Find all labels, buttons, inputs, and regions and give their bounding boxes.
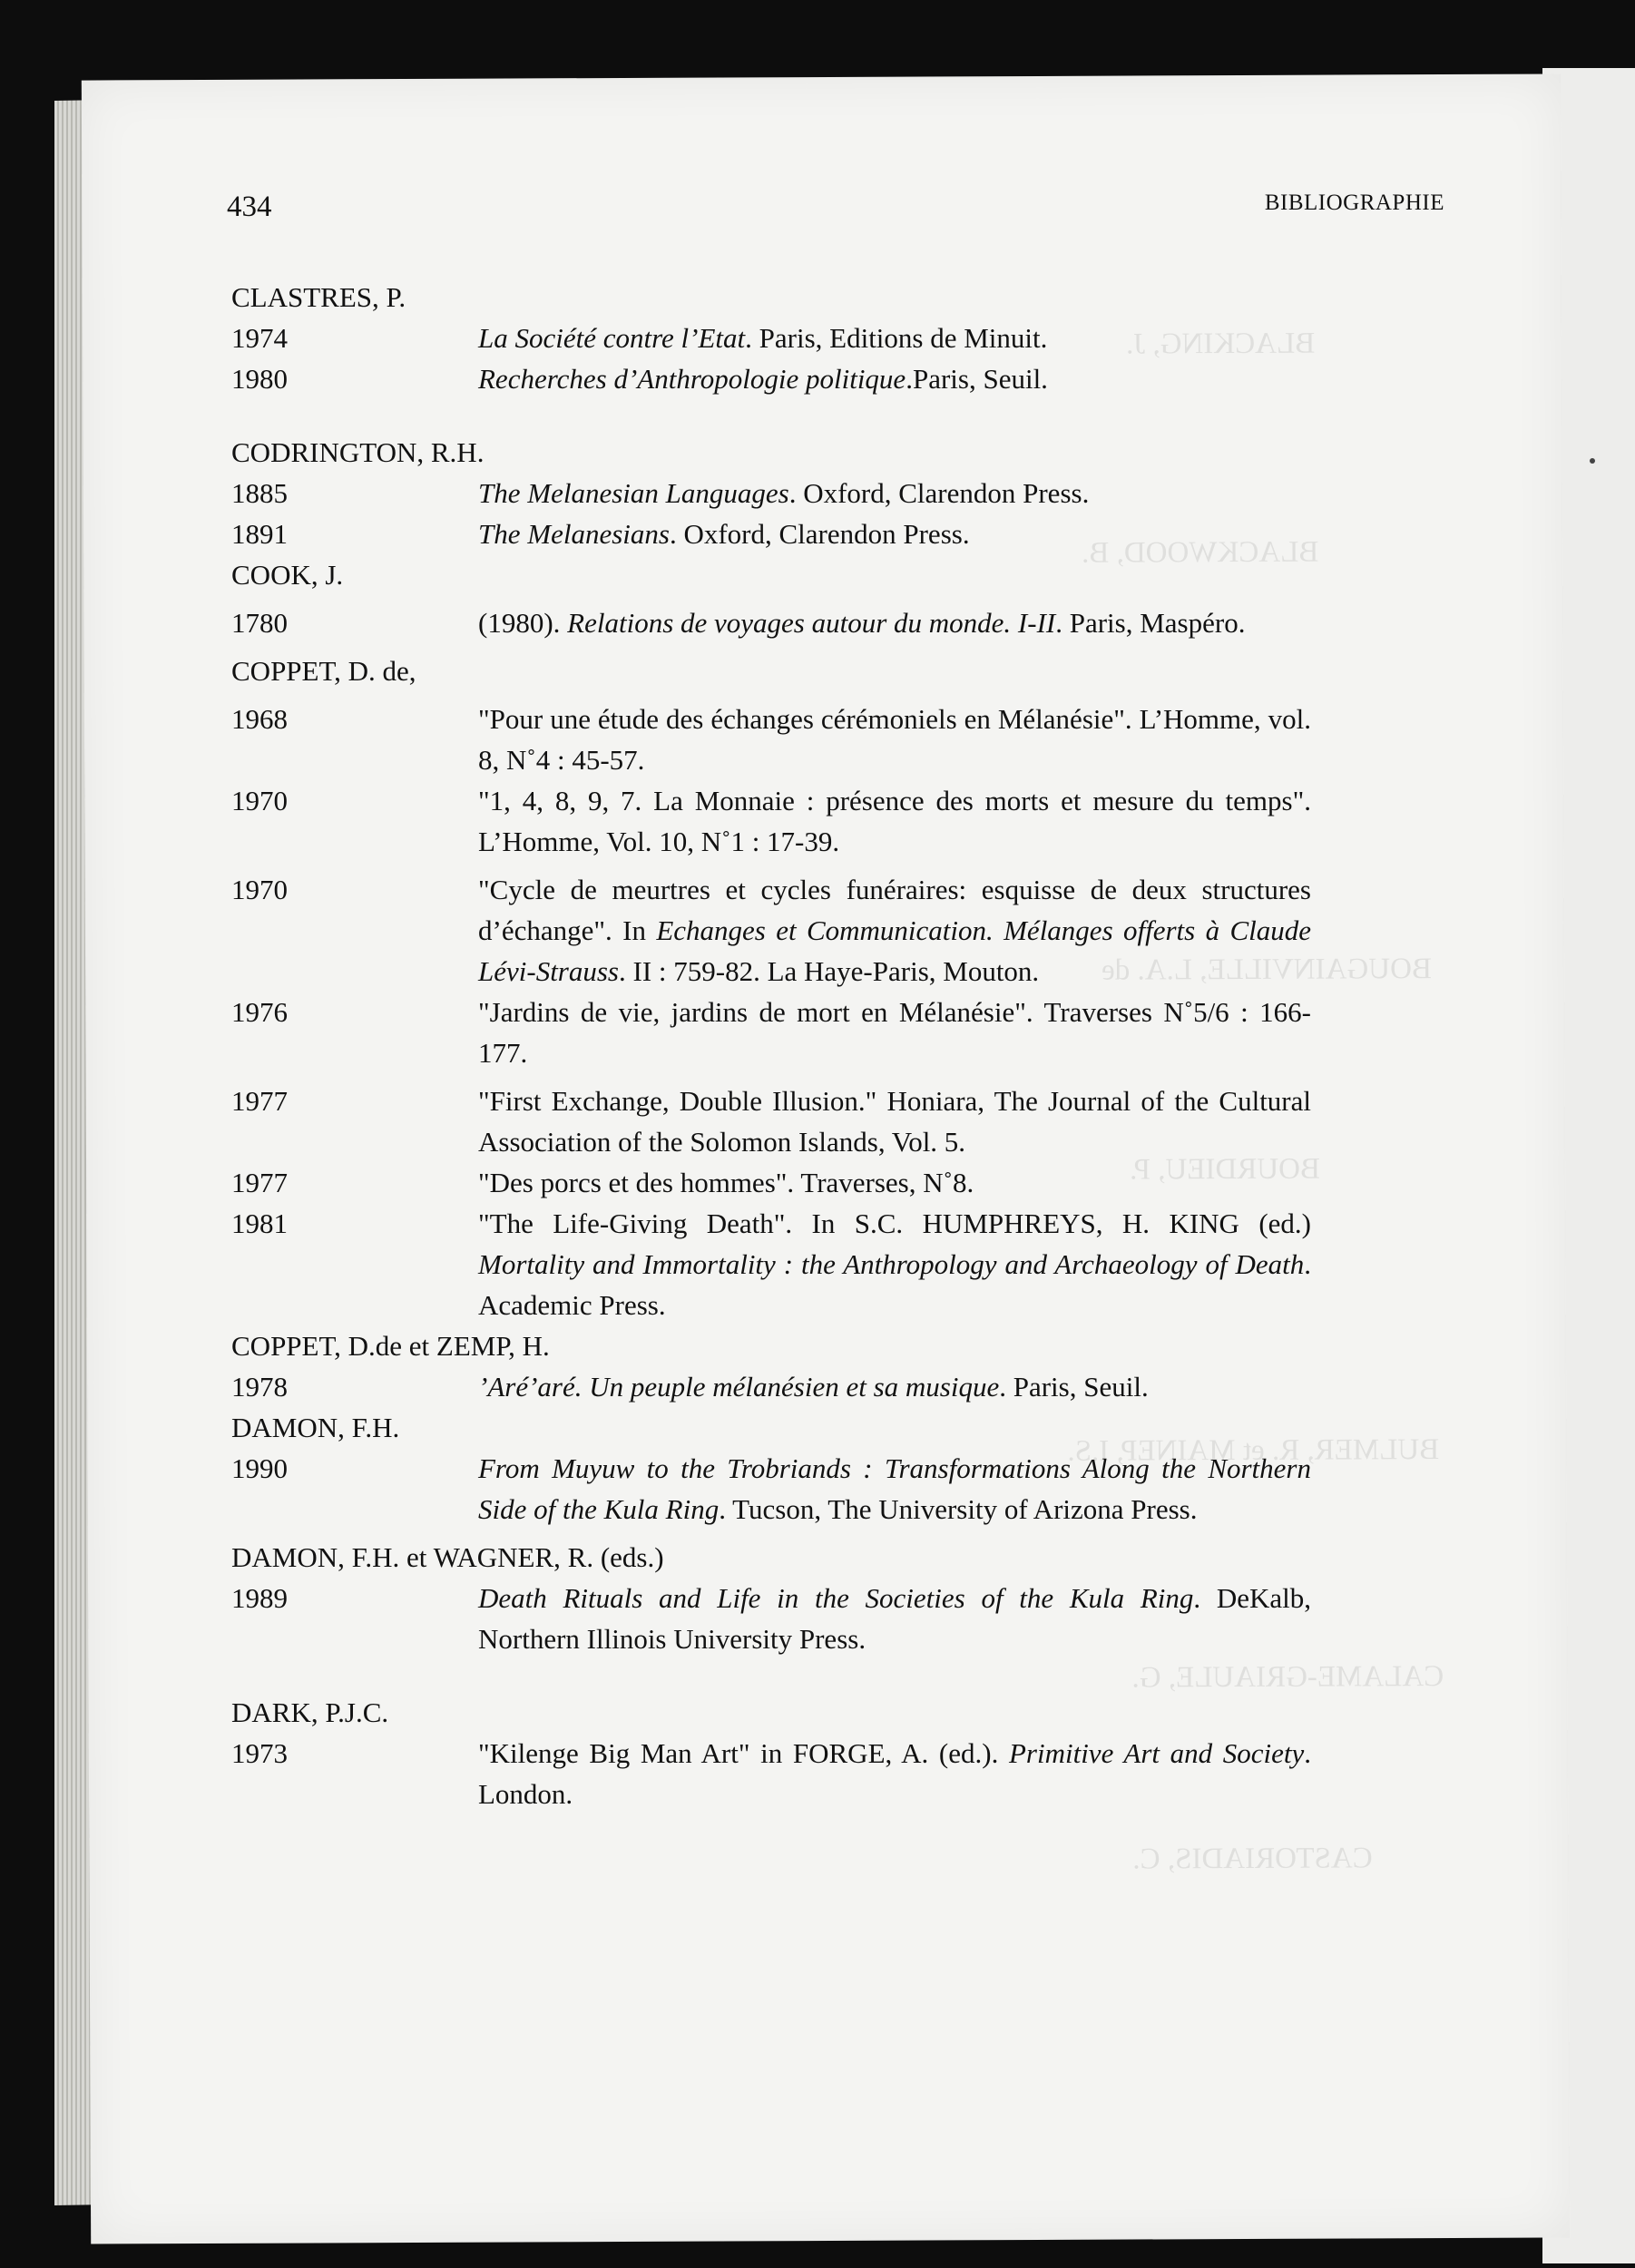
reference-title: Mortality and Immortality : the Anthropology and Archaeology of Death <box>478 1248 1305 1280</box>
reference-year: 1976 <box>231 996 288 1028</box>
reference-title: The Melanesians <box>478 518 670 550</box>
reference-year: 1973 <box>231 1737 288 1769</box>
reference-entry <box>231 358 1311 399</box>
author-heading: CLASTRES, P. <box>231 281 406 313</box>
show-through-text: BLACKWOOD, B. <box>1082 535 1319 570</box>
reference-entry <box>231 992 1311 1073</box>
reference-text <box>478 1203 1311 1325</box>
reference-entry <box>231 869 1311 992</box>
reference-publisher: . Tucson, The University of Arizona Press. <box>719 1493 1198 1525</box>
running-title: BIBLIOGRAPHIE <box>1264 191 1444 215</box>
reference-entry <box>231 1080 1311 1162</box>
reference-text: "Pour une étude des échanges cérémoniels en Mélanésie". L’Homme, vol. 8, N˚4 : 45-57. <box>478 703 1311 776</box>
reference-text: "1, 4, 8, 9, 7. La Monnaie : présence des morts et mesure du temps". L’Homme, Vol. 10, N˚1 : 17-39. <box>478 785 1311 857</box>
scan-dust-speck <box>1590 458 1595 464</box>
reference-entry <box>231 699 1311 780</box>
reference-prefix: (1980). <box>478 607 568 639</box>
bibliography-list <box>231 277 1311 1814</box>
reference-entry <box>231 513 1311 554</box>
reference-text <box>478 358 1311 399</box>
reference-title: From Muyuw to the Trobriands : Transformations Along the Northern Side of the Kula Ring <box>478 1452 1311 1525</box>
reference-entry <box>231 318 1311 358</box>
reference-title: Relations de voyages autour du monde. I-II <box>567 607 1056 639</box>
show-through-text: BOURDIEU, P. <box>1129 1152 1321 1187</box>
reference-title: ’Aré’aré. Un peuple mélanésien et sa musique <box>478 1371 1000 1403</box>
reference-publisher: . II : 759-82. La Haye-Paris, Mouton. <box>619 955 1040 987</box>
reference-year: 1989 <box>231 1582 288 1614</box>
author-heading: DARK, P.J.C. <box>231 1696 389 1728</box>
page-number: 434 <box>227 191 272 223</box>
reference-text <box>478 1366 1311 1407</box>
reference-entry <box>231 1733 1311 1814</box>
reference-entry <box>231 602 1311 643</box>
reference-year: 1978 <box>231 1371 288 1403</box>
reference-text <box>478 1448 1311 1530</box>
reference-entry <box>231 1203 1311 1325</box>
reference-publisher: . Oxford, Clarendon Press. <box>669 518 970 550</box>
reference-publisher: . Paris, Editions de Minuit. <box>745 322 1048 354</box>
reference-entry <box>231 1162 1311 1203</box>
author-heading: DAMON, F.H. <box>231 1412 400 1443</box>
reference-prefix: "The Life-Giving Death". In S.C. HUMPHREYS, H. KING (ed.) <box>478 1207 1311 1239</box>
reference-title: Primitive Art and Society <box>1008 1737 1305 1769</box>
reference-text <box>478 473 1311 513</box>
reference-year: 1990 <box>231 1452 288 1484</box>
reference-text: "Jardins de vie, jardins de mort en Mélanésie". Traverses N˚5/6 : 166-177. <box>478 996 1311 1069</box>
reference-publisher: . Paris, Seuil. <box>999 1371 1149 1403</box>
reference-prefix: "Cycle de meurtres et cycles funéraires: esquisse de deux structures d’échange". In <box>478 874 1311 946</box>
author-heading: COPPET, D.de et ZEMP, H. <box>231 1330 550 1362</box>
reference-publisher: . London. <box>478 1737 1311 1810</box>
reference-title: The Melanesian Languages <box>478 477 789 509</box>
reference-publisher: . Academic Press. <box>478 1248 1311 1321</box>
reference-entry <box>231 780 1311 862</box>
reference-publisher: .Paris, Seuil. <box>906 363 1048 395</box>
reference-year: 1891 <box>231 518 288 550</box>
reference-title: Recherches d’Anthropologie politique <box>478 363 906 395</box>
reference-text <box>478 513 1311 554</box>
reference-publisher: . Paris, Maspéro. <box>1055 607 1246 639</box>
reference-publisher: . DeKalb, Northern Illinois University Press. <box>478 1582 1312 1655</box>
show-through-text: BULMER, R. et MAINEP, I.S. <box>1067 1433 1440 1468</box>
reference-year: 1885 <box>231 477 288 509</box>
reference-text <box>478 1578 1311 1659</box>
reference-entry <box>231 1578 1311 1659</box>
reference-prefix: "Kilenge Big Man Art" in FORGE, A. (ed.). <box>478 1737 1009 1769</box>
author-heading: DAMON, F.H. et WAGNER, R. (eds.) <box>231 1541 664 1573</box>
reference-text <box>478 602 1311 643</box>
reference-text: "First Exchange, Double Illusion." Honiara, The Journal of the Cultural Association of the Solomon Islands, Vol. 5. <box>478 1085 1311 1158</box>
show-through-text: CASTORIADIS, C. <box>1132 1842 1373 1876</box>
reference-title: La Société contre l’Etat <box>478 322 746 354</box>
reference-text: "Des porcs et des hommes". Traverses, N˚8. <box>478 1167 974 1198</box>
reference-year: 1974 <box>231 322 288 354</box>
author-heading: COPPET, D. de, <box>231 655 416 687</box>
author-heading: CODRINGTON, R.H. <box>231 436 485 468</box>
show-through-text: BOUGAINVILLE, L.A. de <box>1101 953 1433 987</box>
reference-year: 1970 <box>231 785 288 816</box>
show-through-text: CALAME-GRIAULE, G. <box>1131 1660 1444 1695</box>
reference-entry <box>231 1448 1311 1530</box>
reference-entry <box>231 473 1311 513</box>
reference-text <box>478 869 1311 992</box>
reference-publisher: . Oxford, Clarendon Press. <box>788 477 1090 509</box>
reference-entry <box>231 1366 1311 1407</box>
show-through-text: BLACKING, J. <box>1126 327 1316 361</box>
reference-text <box>478 318 1311 358</box>
reference-year: 1977 <box>231 1167 288 1198</box>
reference-title: Death Rituals and Life in the Societies of the Kula Ring <box>478 1582 1194 1614</box>
reference-year: 1981 <box>231 1207 288 1239</box>
reference-year: 1968 <box>231 703 288 735</box>
reference-year: 1780 <box>231 607 288 639</box>
reference-year: 1977 <box>231 1085 288 1117</box>
reference-year: 1970 <box>231 874 288 905</box>
author-heading: COOK, J. <box>231 559 344 591</box>
reference-year: 1980 <box>231 363 288 395</box>
reference-text <box>478 1733 1311 1814</box>
reference-title: Echanges et Communication. Mélanges offerts à Claude Lévi-Strauss <box>478 914 1312 987</box>
